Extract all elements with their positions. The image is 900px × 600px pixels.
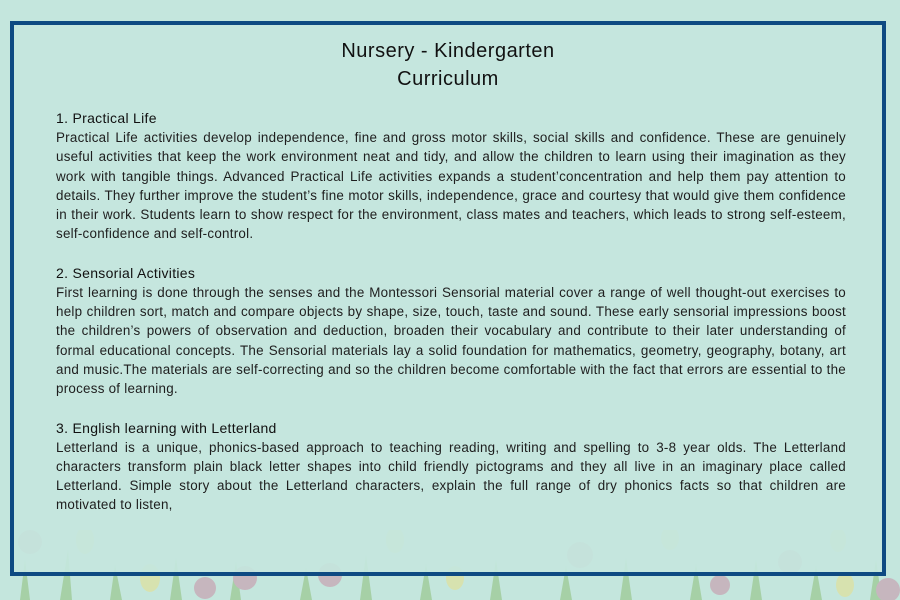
title-line-1: Nursery - Kindergarten bbox=[341, 40, 555, 62]
page-title bbox=[14, 37, 882, 93]
section-heading: 3. English learning with Letterland bbox=[56, 419, 277, 436]
curriculum-panel bbox=[10, 21, 886, 576]
curriculum-content bbox=[56, 109, 846, 535]
section-body: First learning is done through the senses and the Montessori Sensorial material cover a range of well thought-out exercises to help children sort, match and compare objects by shape, size, touch, taste and sound. These early sensorial impressions boost the children’s powers of observation and deduction, broaden their vocabulary and contribute to their later understanding of formal educational concepts. The Sensorial materials lay a solid foundation for mathematics, geometry, geography, botany, art and music.The materials are self-correcting and so the children become comfortable with the fact that errors are essential to the process of learning. bbox=[56, 284, 846, 397]
section-practical-life bbox=[56, 109, 846, 244]
title-line-2: Curriculum bbox=[397, 68, 499, 90]
section-english-letterland bbox=[56, 419, 846, 515]
section-heading: 2. Sensorial Activities bbox=[56, 264, 196, 281]
section-body: Letterland is a unique, phonics-based approach to teaching reading, writing and spelling to 3-8 year olds. The Letterland characters transform plain black letter shapes into child friendly pictograms and they all live in an imaginary place called Letterland. Simple story about the Letterland characters, explain the full range of dry phonics facts so that children are motivated to listen, bbox=[56, 439, 846, 513]
section-sensorial-activities bbox=[56, 264, 846, 399]
section-heading: 1. Practical Life bbox=[56, 110, 157, 126]
section-body: Practical Life activities develop independence, fine and gross motor skills, social skills and confidence. These are genuinely useful activities that keep the work environment neat and tidy, and allow the children to learn using their imagination as they work with tangible things. Advanced Practical Life activities expands a student’concentration and help them pay attention to details. They further improve the student’s fine motor skills, independence, grace and courtesy that would give them confidence in their work. Students learn to show respect for the environment, class mates and teachers, which leads to strong self-esteem, self-confidence and self-control. bbox=[56, 130, 846, 242]
